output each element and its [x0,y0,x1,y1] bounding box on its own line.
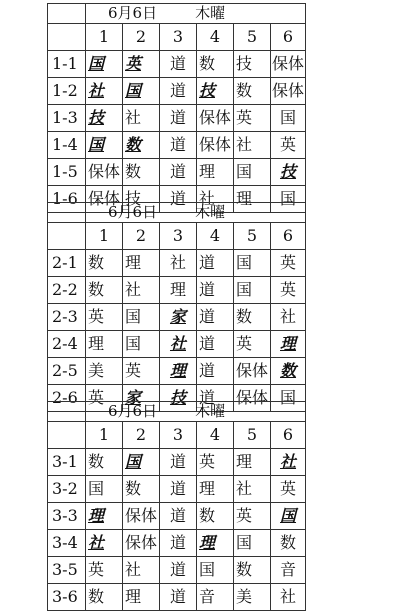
subject-cell [86,557,123,584]
subject-cell [271,159,306,186]
period-number: 2 [123,422,160,449]
class-label: 3-1 [48,449,86,476]
period-header-row [48,422,306,449]
subject-name: 保体 [88,189,121,208]
date-header-row [48,402,306,422]
subject-name: 英 [280,479,297,498]
class-row [48,304,306,331]
subject-name: 道 [169,162,186,181]
changed-subject: 国 [125,452,142,471]
changed-subject: 家 [169,307,186,326]
subject-name: 数 [88,253,105,272]
subject-cell [86,503,123,530]
class-row [48,277,306,304]
subject-cell [234,331,271,358]
period-number: 2 [123,24,160,51]
subject-cell [234,557,271,584]
subject-cell [86,476,123,503]
subject-cell [271,51,306,78]
subject-cell [160,530,197,557]
subject-name: 英 [236,108,253,127]
subject-name: 数 [280,533,297,552]
changed-subject: 社 [88,533,105,552]
class-label: 1-6 [48,186,86,213]
corner-cell [48,402,86,422]
subject-cell [197,78,234,105]
period-number: 6 [271,422,306,449]
class-label: 2-2 [48,277,86,304]
date-label: 6月6日 [108,203,158,221]
date-header-row [48,203,306,223]
subject-cell [160,331,197,358]
subject-name: 道 [169,506,186,525]
subject-name: 数 [236,307,253,326]
period-number: 4 [197,422,234,449]
subject-cell [197,358,234,385]
subject-name: 保体 [236,361,269,380]
subject-name: 保体 [199,135,232,154]
period-header-row [48,223,306,250]
weekday-label: 木曜 [195,4,226,22]
subject-name: 理 [199,479,216,498]
period-number: 3 [160,223,197,250]
subject-cell [197,159,234,186]
subject-cell [197,105,234,132]
subject-name: 数 [88,587,105,606]
subject-name: 数 [236,560,253,579]
class-row [48,132,306,159]
subject-name: 国 [88,479,105,498]
subject-cell [234,78,271,105]
subject-cell [234,105,271,132]
subject-name: 社 [280,587,297,606]
subject-name: 理 [236,189,253,208]
subject-cell [123,449,160,476]
subject-name: 道 [169,452,186,471]
subject-cell [160,132,197,159]
date-header-row [48,4,306,24]
period-number: 6 [271,24,306,51]
subject-name: 国 [280,388,297,407]
period-number: 6 [271,223,306,250]
subject-name: 保体 [199,108,232,127]
subject-name: 社 [169,253,186,272]
subject-cell [197,132,234,159]
subject-cell [234,159,271,186]
subject-name: 道 [169,54,186,73]
class-row [48,584,306,611]
class-row [48,358,306,385]
subject-cell [160,250,197,277]
date-cell [86,4,306,24]
subject-name: 美 [88,361,105,380]
subject-cell [86,105,123,132]
class-label: 2-5 [48,358,86,385]
period-number: 1 [86,223,123,250]
subject-cell [271,277,306,304]
changed-subject: 家 [125,388,142,407]
timetable-grade-1 [47,3,306,213]
subject-name: 保体 [125,506,158,525]
subject-name: 英 [199,452,216,471]
subject-name: 道 [169,135,186,154]
subject-cell [123,159,160,186]
subject-name: 国 [236,533,253,552]
subject-name: 数 [236,81,253,100]
subject-cell [271,530,306,557]
subject-cell [86,277,123,304]
corner-cell [48,4,86,24]
subject-cell [197,476,234,503]
subject-cell [86,530,123,557]
subject-name: 国 [280,108,297,127]
subject-cell [197,331,234,358]
class-label: 2-1 [48,250,86,277]
changed-subject: 国 [280,506,297,525]
class-row [48,250,306,277]
class-label: 2-4 [48,331,86,358]
period-number: 3 [160,422,197,449]
subject-cell [160,449,197,476]
subject-cell [123,358,160,385]
subject-cell [160,584,197,611]
subject-name: 社 [280,307,297,326]
subject-cell [271,358,306,385]
subject-name: 社 [199,189,216,208]
subject-cell [123,304,160,331]
subject-name: 道 [199,334,216,353]
changed-subject: 技 [169,388,186,407]
changed-subject: 技 [280,162,297,181]
subject-cell [160,503,197,530]
class-row [48,503,306,530]
subject-cell [197,449,234,476]
weekday-label: 木曜 [195,203,226,221]
subject-name: 数 [199,506,216,525]
subject-cell [271,250,306,277]
subject-name: 道 [169,587,186,606]
subject-name: 英 [236,506,253,525]
subject-name: 国 [199,560,216,579]
subject-name: 道 [169,479,186,498]
subject-name: 数 [88,280,105,299]
changed-subject: 理 [280,334,297,353]
subject-name: 数 [125,162,142,181]
class-row [48,51,306,78]
subject-name: 英 [88,560,105,579]
subject-cell [234,51,271,78]
class-row [48,159,306,186]
class-label: 3-6 [48,584,86,611]
subject-name: 数 [125,479,142,498]
class-label: 3-5 [48,557,86,584]
subject-cell [160,51,197,78]
subject-name: 保体 [125,533,158,552]
class-row [48,449,306,476]
subject-cell [86,51,123,78]
subject-cell [271,132,306,159]
class-row [48,105,306,132]
changed-subject: 社 [88,81,105,100]
subject-name: 英 [88,388,105,407]
subject-name: 道 [199,253,216,272]
subject-name: 道 [199,361,216,380]
subject-cell [86,584,123,611]
subject-name: 理 [125,587,142,606]
subject-cell [123,132,160,159]
class-label: 3-4 [48,530,86,557]
subject-name: 理 [199,162,216,181]
subject-cell [234,132,271,159]
subject-name: 英 [88,307,105,326]
subject-cell [271,304,306,331]
subject-cell [160,105,197,132]
subject-name: 数 [88,452,105,471]
subject-cell [271,331,306,358]
subject-cell [271,557,306,584]
subject-cell [123,78,160,105]
period-number: 1 [86,422,123,449]
changed-subject: 国 [88,135,105,154]
timetable-grade-2 [47,202,306,412]
corner-cell [48,203,86,223]
subject-cell [86,449,123,476]
class-label: 3-2 [48,476,86,503]
class-row [48,530,306,557]
subject-cell [234,476,271,503]
subject-name: 英 [236,334,253,353]
period-number: 3 [160,24,197,51]
subject-cell [234,584,271,611]
period-number: 5 [234,24,271,51]
subject-cell [160,557,197,584]
subject-cell [123,557,160,584]
subject-cell [271,584,306,611]
class-label: 1-1 [48,51,86,78]
subject-cell [271,78,306,105]
subject-cell [86,132,123,159]
subject-cell [234,503,271,530]
subject-cell [123,250,160,277]
subject-name: 社 [125,560,142,579]
subject-name: 社 [236,479,253,498]
subject-name: 理 [125,253,142,272]
subject-cell [160,476,197,503]
corner-cell [48,223,86,250]
class-label: 1-3 [48,105,86,132]
date-label: 6月6日 [108,402,158,420]
subject-name: 保体 [236,388,269,407]
subject-name: 英 [280,253,297,272]
subject-cell [271,476,306,503]
period-number: 1 [86,24,123,51]
subject-cell [160,304,197,331]
subject-name: 技 [125,189,142,208]
class-row [48,476,306,503]
period-number: 5 [234,223,271,250]
subject-cell [123,503,160,530]
class-row [48,331,306,358]
subject-name: 美 [236,587,253,606]
subject-name: 国 [125,307,142,326]
class-label: 3-3 [48,503,86,530]
subject-name: 理 [236,452,253,471]
subject-name: 国 [236,162,253,181]
subject-cell [123,476,160,503]
subject-cell [123,331,160,358]
subject-name: 道 [169,189,186,208]
subject-cell [160,277,197,304]
changed-subject: 社 [169,334,186,353]
changed-subject: 理 [169,361,186,380]
subject-cell [197,250,234,277]
subject-cell [234,304,271,331]
subject-name: 国 [125,334,142,353]
subject-name: 音 [280,560,297,579]
period-number: 5 [234,422,271,449]
subject-name: 保体 [88,162,121,181]
weekday-label: 木曜 [195,402,226,420]
subject-cell [234,250,271,277]
class-label: 2-6 [48,385,86,412]
subject-name: 数 [199,54,216,73]
subject-name: 道 [169,81,186,100]
date-cell [86,402,306,422]
subject-name: 保体 [272,54,305,73]
class-row [48,557,306,584]
changed-subject: 国 [88,54,105,73]
subject-cell [86,331,123,358]
changed-subject: 技 [88,108,105,127]
period-number: 4 [197,24,234,51]
subject-name: 道 [169,108,186,127]
subject-cell [86,358,123,385]
subject-cell [160,358,197,385]
changed-subject: 国 [125,81,142,100]
subject-name: 国 [236,253,253,272]
subject-name: 国 [280,189,297,208]
subject-cell [271,503,306,530]
subject-cell [86,78,123,105]
subject-cell [234,530,271,557]
subject-name: 保体 [272,81,305,100]
subject-name: 理 [169,280,186,299]
changed-subject: 数 [280,361,297,380]
subject-name: 道 [199,280,216,299]
subject-cell [197,584,234,611]
subject-cell [123,530,160,557]
corner-cell [48,24,86,51]
subject-cell [234,277,271,304]
changed-subject: 数 [125,135,142,154]
subject-cell [197,503,234,530]
subject-cell [123,584,160,611]
subject-cell [197,304,234,331]
subject-name: 社 [236,135,253,154]
date-label: 6月6日 [108,4,158,22]
period-header-row [48,24,306,51]
period-number: 2 [123,223,160,250]
subject-name: 英 [280,135,297,154]
subject-cell [271,105,306,132]
period-number: 4 [197,223,234,250]
subject-cell [160,159,197,186]
subject-name: 英 [280,280,297,299]
subject-name: 理 [88,334,105,353]
subject-cell [123,51,160,78]
changed-subject: 理 [88,506,105,525]
class-label: 1-2 [48,78,86,105]
subject-name: 社 [125,108,142,127]
subject-name: 道 [169,533,186,552]
subject-cell [86,159,123,186]
subject-name: 音 [199,587,216,606]
corner-cell [48,422,86,449]
subject-name: 道 [169,560,186,579]
class-label: 1-5 [48,159,86,186]
subject-cell [86,250,123,277]
subject-name: 技 [236,54,253,73]
subject-name: 英 [125,361,142,380]
class-label: 1-4 [48,132,86,159]
subject-cell [271,449,306,476]
changed-subject: 技 [199,81,216,100]
subject-name: 道 [199,307,216,326]
changed-subject: 社 [280,452,297,471]
class-label: 2-3 [48,304,86,331]
subject-cell [197,557,234,584]
changed-subject: 英 [125,54,142,73]
class-row [48,78,306,105]
date-cell [86,203,306,223]
subject-cell [123,105,160,132]
subject-name: 国 [236,280,253,299]
subject-cell [123,277,160,304]
subject-cell [160,78,197,105]
subject-cell [86,304,123,331]
subject-name: 道 [199,388,216,407]
subject-cell [197,530,234,557]
subject-name: 社 [125,280,142,299]
subject-cell [197,277,234,304]
timetable-grade-3 [47,401,306,611]
changed-subject: 理 [199,533,216,552]
subject-cell [234,449,271,476]
subject-cell [234,358,271,385]
subject-cell [197,51,234,78]
